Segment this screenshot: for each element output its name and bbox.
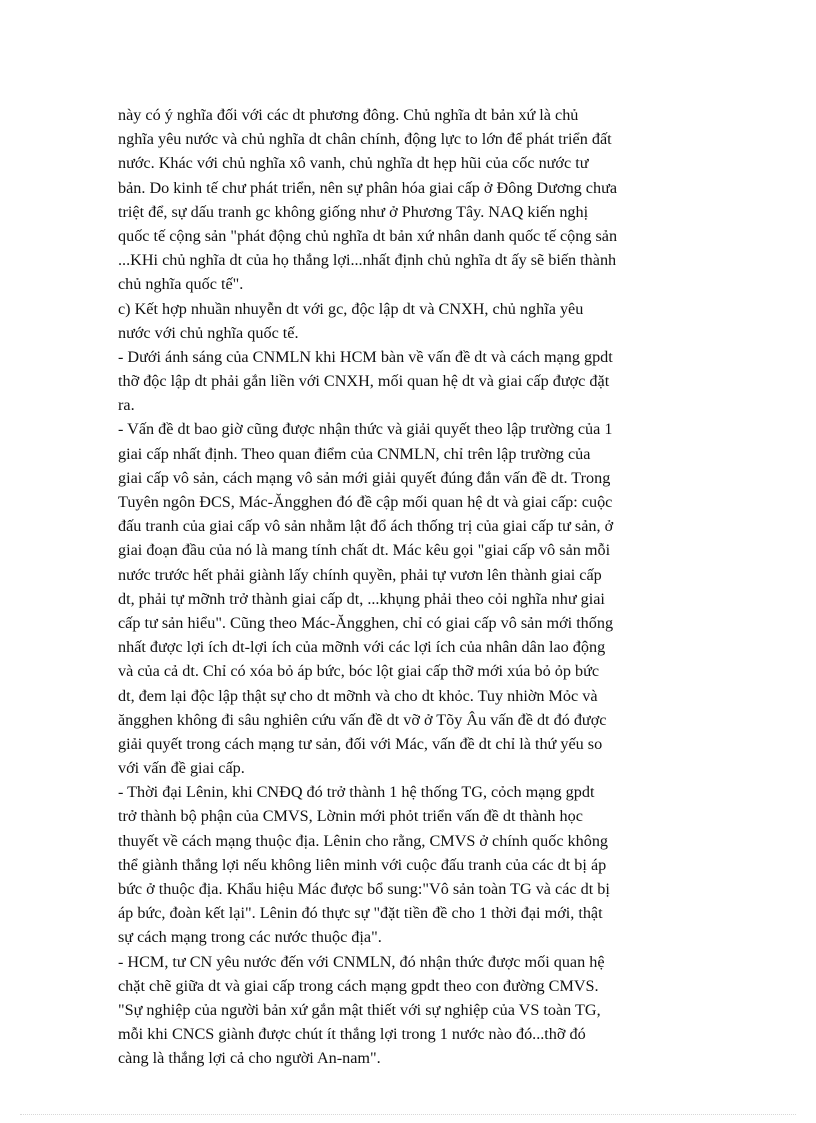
text-line: và của cả dt. Chỉ có xóa bỏ áp bức, bóc lột giai cấp thỡ mới xúa bỏ ỏp bức [118,662,600,681]
text-line: giai cấp vô sản, cách mạng vô sản mới giải quyết đúng đắn vấn đề dt. Trong [118,468,611,487]
text-line: ...KHi chủ nghĩa dt của họ thắng lợi...nhất định chủ nghĩa dt ấy sẽ biến thành [118,251,617,270]
text-line: "Sự nghiệp của người bản xứ gắn mật thiết với sự nghiệp của VS toàn TG, [118,1000,601,1019]
text-line: nước trước hết phải giành lấy chính quyền, phải tự vươn lên thành giai cấp [118,565,602,584]
text-line: giải quyết trong cách mạng tư sản, đối với Mác, vấn đề dt chỉ là thứ yếu so [118,734,603,753]
text-line: thuyết về cách mạng thuộc địa. Lênin cho rằng, CMVS ở chính quốc không [118,831,609,850]
text-line: thỡ độc lập dt phải gắn liền với CNXH, mối quan hệ dt và giai cấp được đặt [118,372,610,391]
text-line: dt, phải tự mỡnh trở thành giai cấp dt, ...khụng phải theo cỏi nghĩa như giai [118,589,605,608]
text-line: với vấn đề giai cấp. [118,759,245,778]
text-line: triệt để, sự dấu tranh gc không giống như ở Phương Tây. NAQ kiến nghị [118,202,589,221]
text-line: chủ nghĩa quốc tế". [118,275,244,294]
text-line: cấp tư sản hiểu". Cũng theo Mác-Ăngghen, chỉ có giai cấp vô sản mới thống [118,613,614,632]
section-heading-line: nước với chủ nghĩa quốc tế. [118,323,299,342]
text-line: ăngghen không đi sâu nghiên cứu vấn đề dt vỡ ở Tõy Âu vấn đề dt đó được [118,710,607,729]
text-line: càng là thắng lợi cả cho người An-nam". [118,1049,381,1068]
text-line: thể giành thắng lợi nếu không liên minh với cuộc đấu tranh của các dt bị áp [118,855,607,874]
text-line: - HCM, tư CN yêu nước đến với CNMLN, đó nhận thức được mối quan hệ [118,952,605,971]
text-line: - Dưới ánh sáng của CNMLN khi HCM bàn về vấn đề dt và cách mạng gpdt [118,347,613,366]
text-line: đấu tranh của giai cấp vô sản nhằm lật đổ ách thống trị của giai cấp tư sản, ở [118,517,614,536]
text-line: - Vấn đề dt bao giờ cũng được nhận thức và giải quyết theo lập trường của 1 [118,420,613,439]
text-line: quốc tế cộng sản "phát động chủ nghĩa dt bản xứ nhân danh quốc tế cộng sản [118,226,618,245]
text-line: bức ở thuộc địa. Khẩu hiệu Mác được bổ sung:"Vô sản toàn TG và các dt bị [118,880,610,898]
page-bottom-divider [20,1114,796,1115]
text-line: - Thời đại Lênin, khi CNĐQ đó trở thành 1 hệ thống TG, cỏch mạng gpdt [118,783,595,802]
text-line: dt, đem lại độc lập thật sự cho dt mỡnh và cho dt khỏc. Tuy nhiờn Mỏc và [118,686,598,705]
text-line: Tuyên ngôn ĐCS, Mác-Ăngghen đó đề cập mối quan hệ dt và giai cấp: cuộc [118,493,613,511]
text-line: nghĩa yêu nước và chủ nghĩa dt chân chính, động lực to lớn để phát triển đất [118,130,612,149]
text-line: nước. Khác với chủ nghĩa xô vanh, chủ nghĩa dt hẹp hũi của cốc nước tư [118,154,589,173]
text-line: giai đoạn đầu của nó là mang tính chất dt. Mác kêu gọi "giai cấp vô sản mỗi [118,541,611,560]
text-line: giai cấp nhất định. Theo quan điểm của CNMLN, chỉ trên lập trường của [118,444,591,463]
document-body-text [118,103,708,1071]
text-line: mỗi khi CNCS giành được chút ít thắng lợi trong 1 nước nào đó...thỡ đó [118,1025,586,1044]
text-line: áp bức, đoàn kết lại". Lênin đó thực sự "đặt tiền đề cho 1 thời đại mới, thật [118,904,603,923]
text-line: ra. [118,396,135,415]
text-line: nhất được lợi ích dt-lợi ích của mỡnh với các lợi ích của nhân dân lao động [118,638,606,657]
text-line: này có ý nghĩa đối với các dt phương đông. Chủ nghĩa dt bản xứ là chủ [118,106,579,124]
text-line: bản. Do kinh tế chư phát triển, nên sự phân hóa giai cấp ở Đông Dương chưa [118,178,618,197]
text-line: chặt chẽ giữa dt và giai cấp trong cách mạng gpdt theo con đường CMVS. [118,976,599,995]
section-heading-line: c) Kết hợp nhuần nhuyễn dt với gc, độc lập dt và CNXH, chủ nghĩa yêu [118,299,584,318]
text-line: trở thành bộ phận của CMVS, Lờnin mới phỏt triển vấn đề dt thành học [118,807,583,826]
text-line: sự cách mạng trong các nước thuộc địa". [118,928,382,947]
